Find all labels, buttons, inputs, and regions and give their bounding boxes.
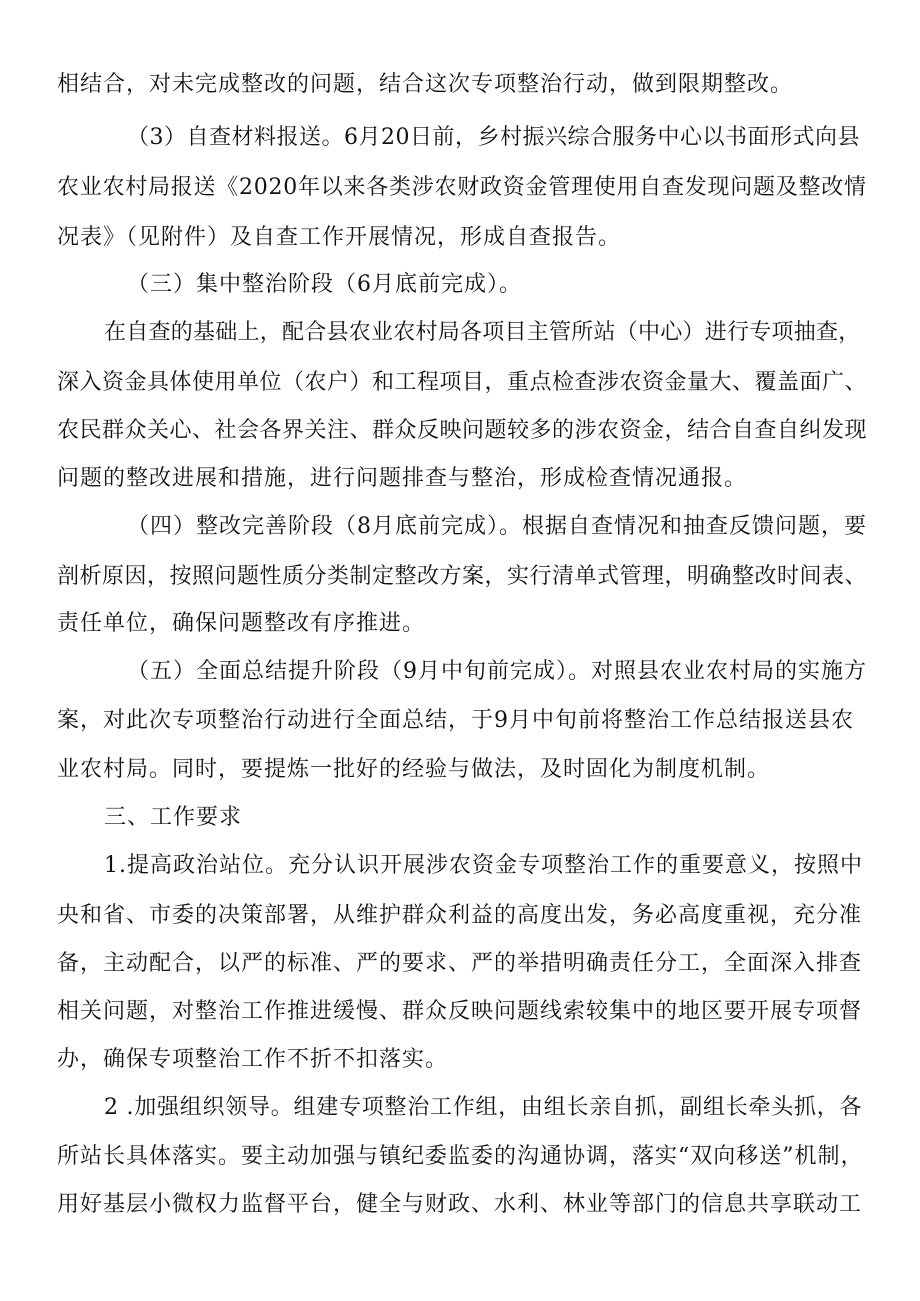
text-line: 用好基层小微权力监督平台，健全与财政、水利、林业等部门的信息共享联动工 — [57, 1192, 863, 1217]
text-line: （3）自查材料报送。6月20日前，乡村振兴综合服务中心以书面形式向县 — [127, 125, 860, 150]
text-line: 在自查的基础上，配合县农业农村局各项目主管所站（中心）进行专项抽查， — [104, 320, 861, 345]
text-line: 责任单位，确保问题整改有序推进。 — [57, 611, 426, 636]
text-line: 深入资金具体使用单位（农户）和工程项目，重点检查涉农资金量大、覆盖面广、 — [57, 370, 868, 395]
text-line: 相结合，对未完成整改的问题，结合这次专项整治行动，做到限期整改。 — [57, 72, 794, 97]
text-line: 农民群众关心、社会各界关注、群众反映问题较多的涉农资金，结合自查自纠发现 — [57, 418, 868, 443]
section-heading: 三、工作要求 — [104, 805, 243, 830]
text-line: 央和省、市委的决策部署，从维护群众利益的高度出发，务必高度重视，充分准 — [57, 903, 863, 928]
text-line: 问题的整改进展和措施，进行问题排查与整治，形成检查情况通报。 — [57, 466, 748, 491]
text-line: 业农村局。同时，要提炼一批好的经验与做法，及时固化为制度机制。 — [57, 757, 771, 782]
text-line: 办，确保专项整治工作不折不扣落实。 — [57, 1047, 449, 1072]
section-heading: （三）集中整治阶段（6月底前完成）。 — [127, 272, 522, 297]
text-line: 剖析原因，按照问题性质分类制定整改方案，实行清单式管理，明确整改时间表、 — [57, 564, 868, 589]
text-line: 相关问题，对整治工作推进缓慢、群众反映问题线索较集中的地区要开展专项督 — [57, 999, 863, 1024]
text-line: 备，主动配合，以严的标准、严的要求、严的举措明确责任分工，全面深入排查 — [57, 951, 863, 976]
text-line: 案，对此次专项整治行动进行全面总结，于9月中旬前将整治工作总结报送县农 — [57, 708, 854, 733]
text-line: （五）全面总结提升阶段（9月中旬前完成）。对照县农业农村局的实施方 — [127, 659, 867, 684]
text-line: 2 .加强组织领导。组建专项整治工作组，由组长亲自抓，副组长牵头抓，各 — [104, 1095, 863, 1120]
text-line: （四）整改完善阶段（8月底前完成）。根据自查情况和抽查反馈问题，要 — [127, 514, 867, 539]
text-line: 农业农村局报送《2020年以来各类涉农财政资金管理使用自查发现问题及整改情 — [57, 175, 867, 200]
text-line: 1.提高政治站位。充分认识开展涉农资金专项整治工作的重要意义，按照中 — [104, 853, 863, 878]
text-line: 所站长具体落实。要主动加强与镇纪委监委的沟通协调，落实“双向移送”机制， — [57, 1144, 864, 1169]
text-line: 况表》（见附件）及自查工作开展情况，形成自查报告。 — [57, 225, 622, 250]
